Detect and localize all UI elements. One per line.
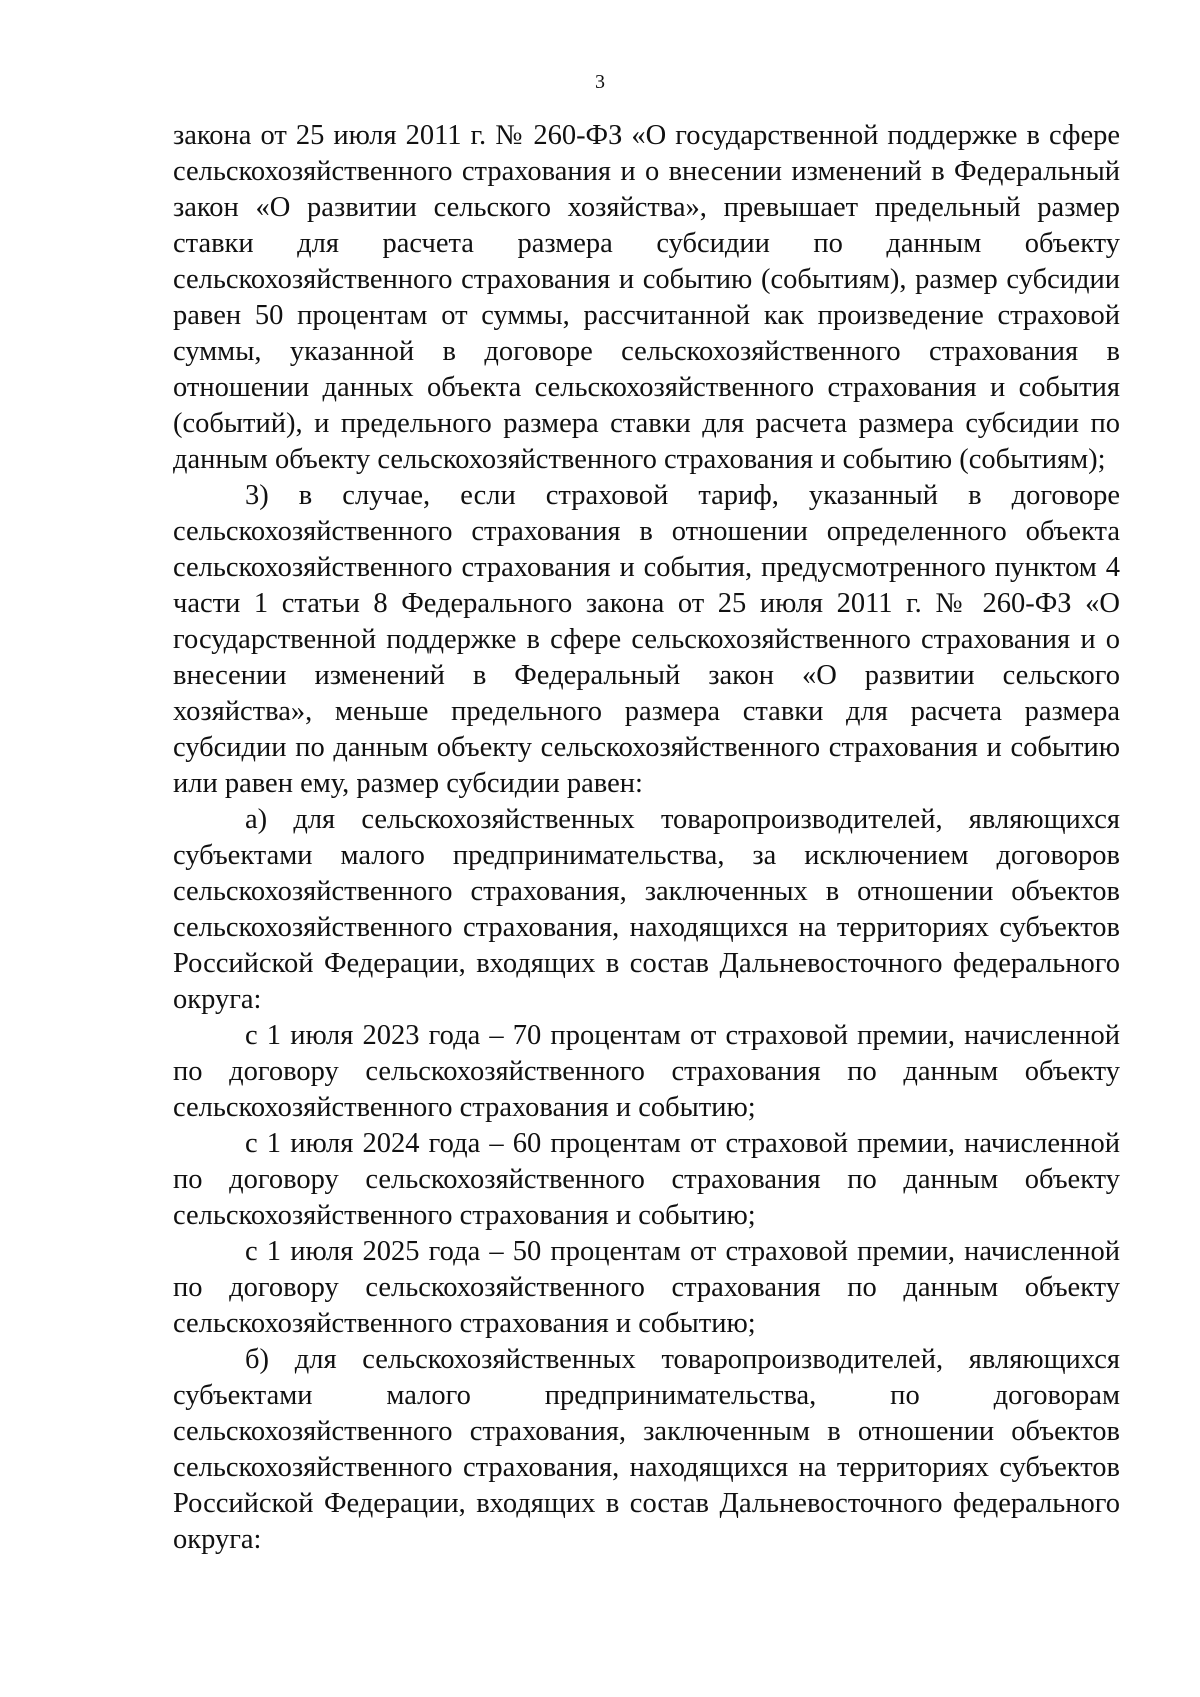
paragraph-subitem-b: б) для сельскохозяйственных товаропроизводителей, являющихся субъектами малого предпринимательства, по договорам сельскохозяйственного страхования, заключенным в отношении объектов сельскохозяйственного страхования, находящихся на территориях субъектов Российской Федерации, входящих в состав Дальневосточного федерального округа: [173, 1344, 1120, 1555]
document-body [173, 118, 1120, 1558]
paragraph-item-3: 3) в случае, если страховой тариф, указанный в договоре сельскохозяйственного страхования в отношении определенного объекта сельскохозяйственного страхования и события, предусмотренного пунктом 4 части 1 статьи 8 Федерального закона от 25 июля 2011 г. № 260-ФЗ «О государственной поддержке в сфере сельскохозяйственного страхования и о внесении изменений в Федеральный закон «О развитии сельского хозяйства», меньше предельного размера ставки для расчета размера субсидии по данным объекту сельскохозяйственного страхования и событию или равен ему, размер субсидии равен: [173, 480, 1120, 799]
paragraph-rate-2025: с 1 июля 2025 года – 50 процентам от страховой премии, начисленной по договору сельскохозяйственного страхования по данным объекту сельскохозяйственного страхования и событию; [173, 1236, 1120, 1339]
page-number: 3 [595, 71, 605, 93]
paragraph-continuation: закона от 25 июля 2011 г. № 260-ФЗ «О государственной поддержке в сфере сельскохозяйственного страхования и о внесении изменений в Федеральный закон «О развитии сельского хозяйства», превышает предельный размер ставки для расчета размера субсидии по данным объекту сельскохозяйственного страхования и событию (событиям), размер субсидии равен 50 процентам от суммы, рассчитанной как произведение страховой суммы, указанной в договоре сельскохозяйственного страхования в отношении данных объекта сельскохозяйственного страхования и события (событий), и предельного размера ставки для расчета размера субсидии по данным объекту сельскохозяйственного страхования и событию (событиям); [173, 120, 1120, 475]
paragraph-rate-2024: с 1 июля 2024 года – 60 процентам от страховой премии, начисленной по договору сельскохозяйственного страхования по данным объекту сельскохозяйственного страхования и событию; [173, 1128, 1120, 1231]
paragraph-subitem-a: а) для сельскохозяйственных товаропроизводителей, являющихся субъектами малого предпринимательства, за исключением договоров сельскохозяйственного страхования, заключенных в отношении объектов сельскохозяйственного страхования, находящихся на территориях субъектов Российской Федерации, входящих в состав Дальневосточного федерального округа: [173, 804, 1120, 1015]
paragraph-rate-2023: с 1 июля 2023 года – 70 процентам от страховой премии, начисленной по договору сельскохозяйственного страхования по данным объекту сельскохозяйственного страхования и событию; [173, 1020, 1120, 1123]
